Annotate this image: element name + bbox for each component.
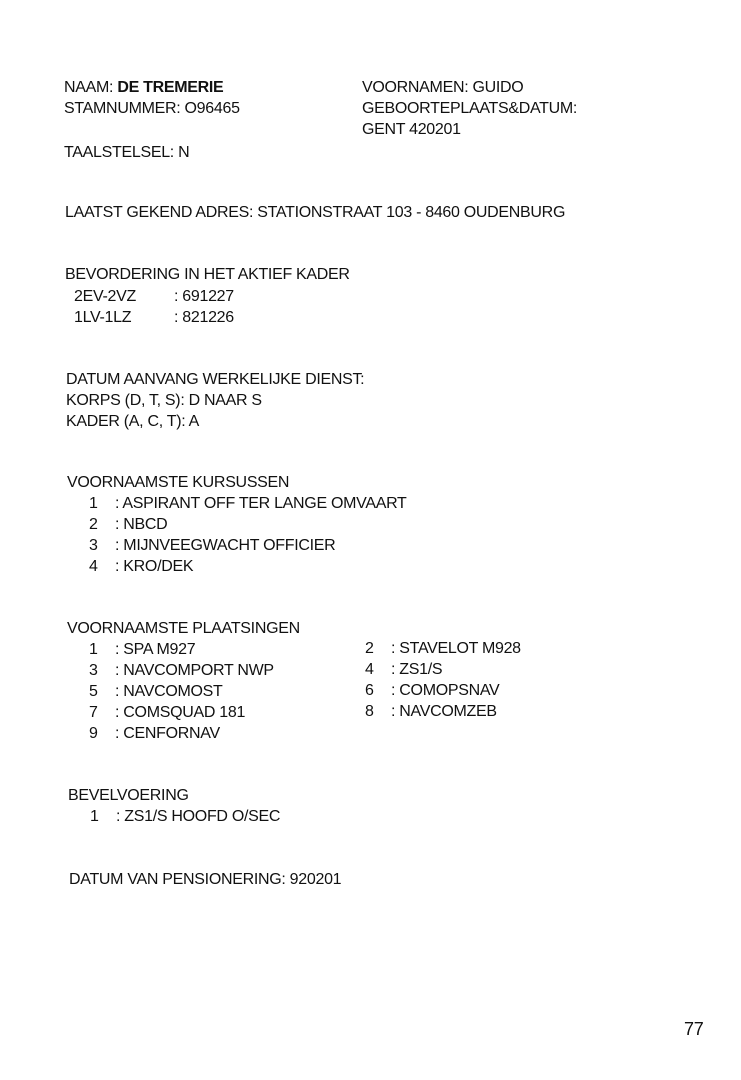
promotion-rank: 2EV-2VZ	[74, 288, 136, 305]
first-names: VOORNAMEN: GUIDO	[362, 79, 524, 96]
promotion-title: BEVORDERING IN HET AKTIEF KADER	[65, 266, 350, 283]
command-number: 1	[90, 808, 99, 825]
course-text: : KRO/DEK	[115, 558, 194, 575]
posting-text: : COMSQUAD 181	[115, 704, 246, 721]
posting-number: 7	[89, 704, 98, 721]
postings-title: VOORNAAMSTE PLAATSINGEN	[67, 620, 300, 637]
course-text: : NBCD	[115, 516, 168, 533]
birth-value: GENT 420201	[362, 121, 461, 138]
posting-number: 4	[365, 661, 374, 678]
retirement-date: DATUM VAN PENSIONERING: 920201	[69, 871, 342, 888]
birth-label: GEBOORTEPLAATS&DATUM:	[362, 100, 578, 117]
name-value: DE TREMERIE	[117, 79, 224, 96]
course-number: 4	[89, 558, 98, 575]
course-text: : ASPIRANT OFF TER LANGE OMVAART	[115, 495, 407, 512]
posting-number: 5	[89, 683, 98, 700]
page-number: 77	[684, 1019, 704, 1039]
posting-text: : NAVCOMOST	[115, 683, 223, 700]
posting-number: 6	[365, 682, 374, 699]
posting-text: : NAVCOMZEB	[391, 703, 497, 720]
last-address: LAATST GEKEND ADRES: STATIONSTRAAT 103 - 8460 OUDENBURG	[65, 204, 566, 221]
posting-text: : SPA M927	[115, 641, 196, 658]
cadre: KADER (A, C, T): A	[66, 413, 199, 430]
command-title: BEVELVOERING	[68, 787, 189, 804]
promotion-date: : 691227	[174, 288, 234, 305]
service-start-title: DATUM AANVANG WERKELIJKE DIENST:	[66, 371, 365, 388]
course-text: : MIJNVEEGWACHT OFFICIER	[115, 537, 336, 554]
course-number: 3	[89, 537, 98, 554]
posting-text: : NAVCOMPORT NWP	[115, 662, 274, 679]
posting-text: : COMOPSNAV	[391, 682, 500, 699]
posting-number: 3	[89, 662, 98, 679]
course-number: 2	[89, 516, 98, 533]
language-system: TAALSTELSEL: N	[64, 144, 190, 161]
posting-number: 9	[89, 725, 98, 742]
courses-title: VOORNAAMSTE KURSUSSEN	[67, 474, 290, 491]
name-line	[64, 78, 223, 98]
posting-text: : ZS1/S	[391, 661, 443, 678]
course-number: 1	[89, 495, 98, 512]
posting-number: 8	[365, 703, 374, 720]
posting-number: 1	[89, 641, 98, 658]
posting-text: : STAVELOT M928	[391, 640, 521, 657]
promotion-rank: 1LV-1LZ	[74, 309, 132, 326]
promotion-date: : 821226	[174, 309, 234, 326]
corps: KORPS (D, T, S): D NAAR S	[66, 392, 262, 409]
service-number: STAMNUMMER: O96465	[64, 100, 240, 117]
name-label: NAAM:	[64, 79, 114, 96]
command-text: : ZS1/S HOOFD O/SEC	[116, 808, 281, 825]
posting-number: 2	[365, 640, 374, 657]
posting-text: : CENFORNAV	[115, 725, 220, 742]
